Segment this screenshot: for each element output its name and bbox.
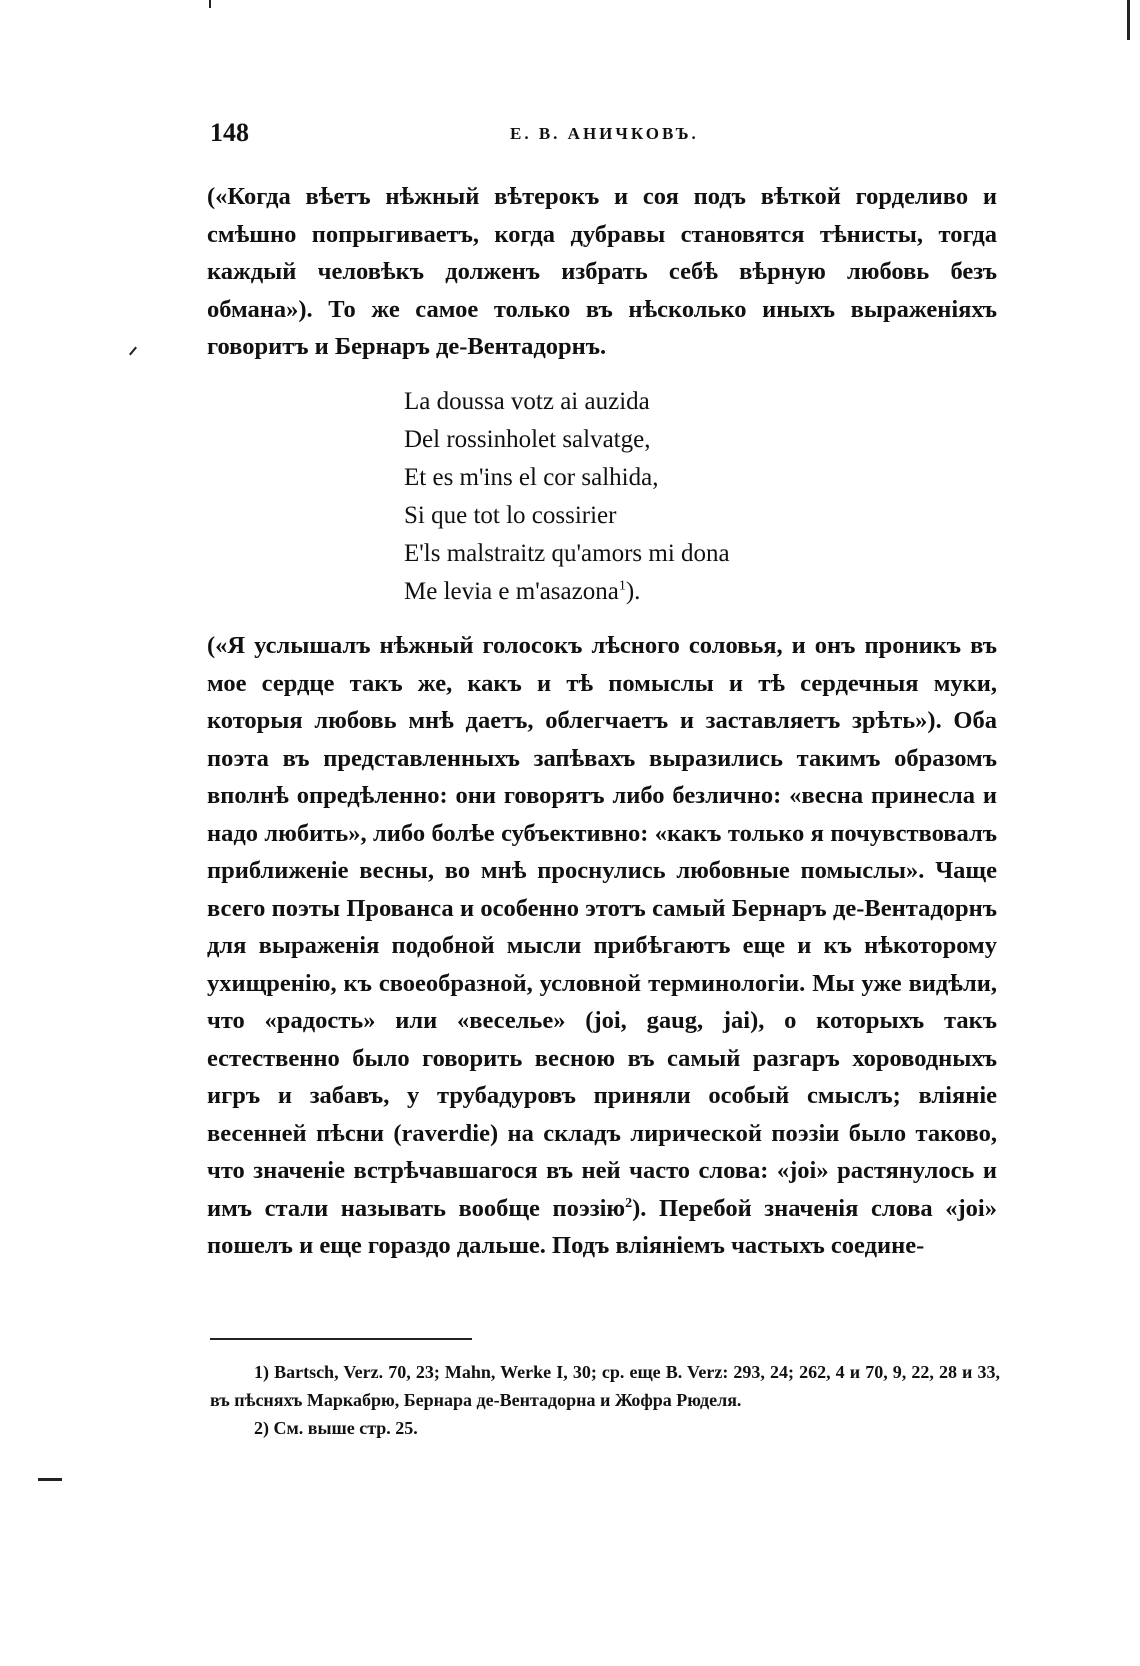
running-head: Е. В. АНИЧКОВЪ.	[510, 124, 699, 143]
paragraph-2-text-a: («Я услышалъ нѣжный голосокъ лѣсного соловья, и онъ проникъ въ мое сердце такъ же, какъ и тѣ помыслы и тѣ сердечныя муки, которыя любовь мнѣ даетъ, облегчаетъ и заставляетъ зрѣть»). Оба поэта въ представленныхъ запѣвахъ выразились такимъ образомъ вполнѣ опредѣленно: они говорятъ либо безлично: «весна принесла и надо любить», либо болѣе субъективно: «какъ только я почувствовалъ приближеніе весны, во мнѣ проснулись любовные помыслы». Чаще всего поэты Прованса и особенно этотъ самый Бернаръ де-Вентадорнъ для выраженія подобной мысли прибѣгаютъ еще и къ нѣкоторому ухищренію, къ своеобразной, условной терминологіи. Мы уже видѣли, что «радость» или «веселье» (joi, gaug, jai), о которыхъ такъ естественно было говорить весною въ самый разгаръ хороводныхъ игръ и забавъ, у трубадуровъ приняли особый смыслъ; вліяніе весенней пѣсни (raverdie) на складъ лирической поэзіи было таково, что значеніе встрѣчавшагося въ ней часто слова: «joi» растянулось и имъ стали называть вообще поэзію	[207, 632, 997, 1222]
verse-line-close: ).	[625, 578, 641, 605]
verse-line: Si que tot lo cossirier	[404, 502, 617, 529]
page-number: 148	[210, 118, 249, 147]
verse-quotation	[404, 383, 730, 611]
scan-mark-top	[209, 0, 211, 8]
verse-line: La doussa votz ai auzida	[404, 388, 650, 415]
paragraph-1: («Когда вѣетъ нѣжный вѣтерокъ и соя подъ вѣткой горделиво и смѣшно попрыгиваетъ, когда дубравы становятся тѣнисты, тогда каждый человѣкъ долженъ избрать себѣ вѣрную любовь безъ обмана»). То же самое только въ нѣсколько иныхъ выраженіяхъ говоритъ и Бернаръ де-Вентадорнъ.	[207, 183, 997, 360]
page-header	[210, 118, 1000, 148]
verse-line: Del rossinholet salvatge,	[404, 426, 651, 453]
scan-mark-right	[1127, 0, 1130, 40]
verse-line-last	[404, 573, 730, 611]
verse-line: Et es m'ins el cor salhida,	[404, 464, 659, 491]
footnote-ref-2: 2	[625, 1195, 633, 1211]
footnotes	[210, 1358, 1000, 1442]
footnote-1: 1) Bartsch, Verz. 70, 23; Mahn, Werke I, 30; ср. еще B. Verz: 293, 24; 262, 4 и 70, 9, 22, 28 и 33, въ пѣсняхъ Маркабрю, Бернара де-Вентадорна и Жофра Рюделя.	[210, 1362, 1000, 1410]
footnote-ref-1: 1	[618, 578, 626, 594]
paragraph-2	[207, 627, 997, 1265]
verse-line: E'ls malstraitz qu'amors mi dona	[404, 540, 730, 567]
paragraph-2-text-b: ). Перебой значенія слова «joi» пошелъ и еще гораздо дальше. Подъ вліяніемъ частыхъ соедине-	[207, 1194, 997, 1259]
footnote-2: 2) См. выше стр. 25.	[254, 1418, 418, 1438]
verse-line-text: Me levia e m'asazona	[404, 578, 619, 605]
footnote-rule	[210, 1338, 472, 1340]
scan-mark-left	[38, 1478, 62, 1481]
scan-mark-margin	[129, 347, 137, 356]
